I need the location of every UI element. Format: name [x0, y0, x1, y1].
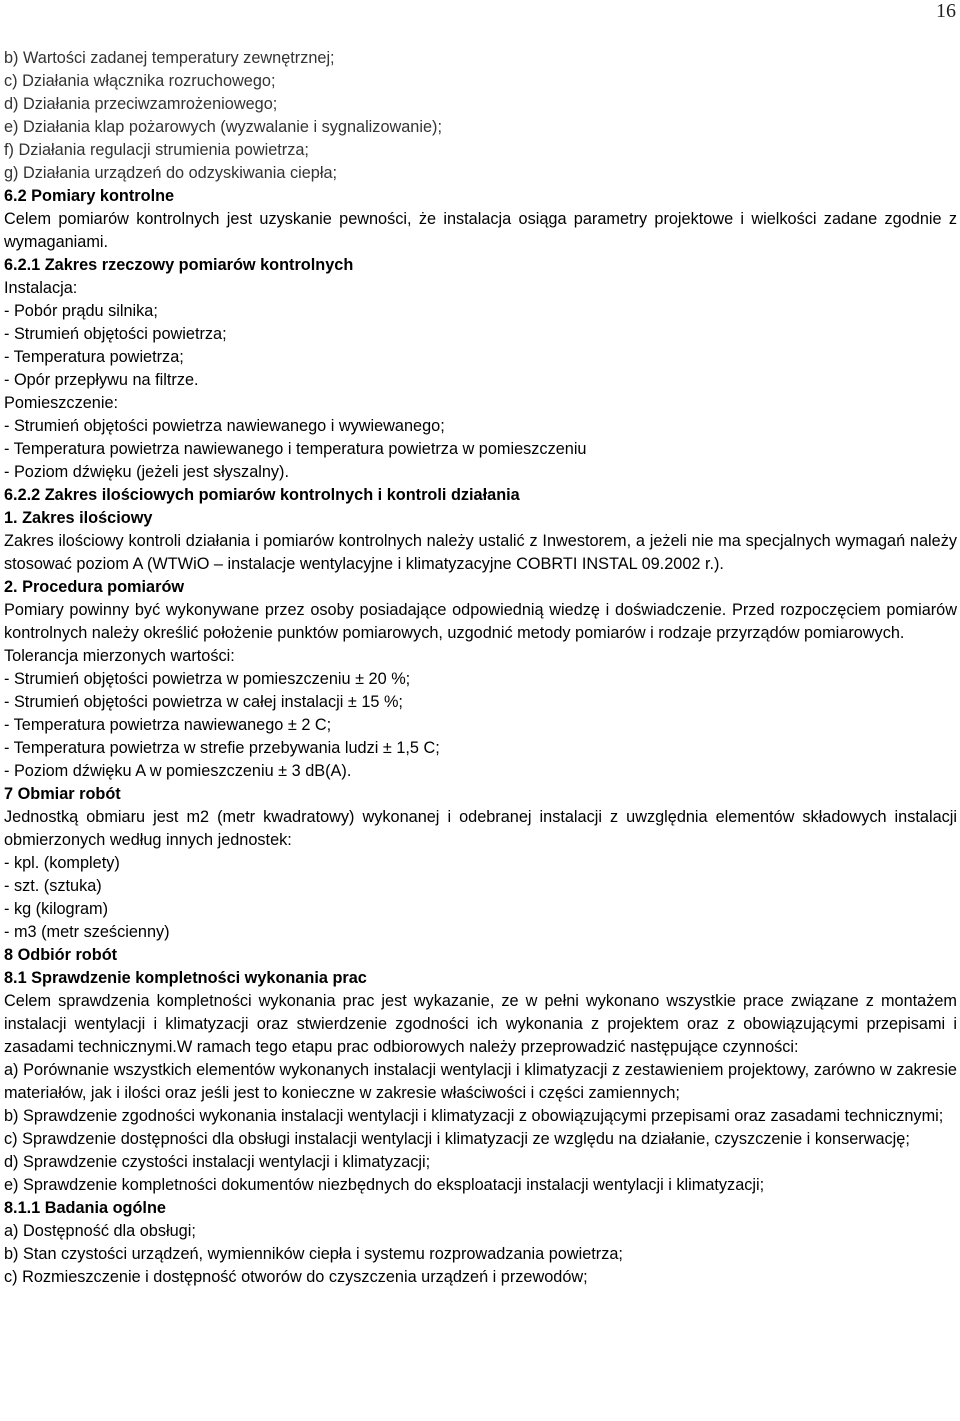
section-heading: 6.2.2 Zakres ilościowych pomiarów kontrolnych i kontroli działania — [4, 486, 520, 504]
list-item: e) Sprawdzenie kompletności dokumentów niezbędnych do eksploatacji instalacji wentylacji i klimatyzacji; — [4, 1176, 765, 1194]
list-item: - kpl. (komplety) — [4, 854, 120, 872]
section-heading: 6.2.1 Zakres rzeczowy pomiarów kontrolnych — [4, 256, 354, 274]
list-item: - kg (kilogram) — [4, 900, 109, 918]
list-item: b) Stan czystości urządzeń, wymienników ciepła i systemu rozprowadzania powietrza; — [4, 1245, 623, 1263]
list-item: - Strumień objętości powietrza; — [4, 325, 227, 343]
list-item: b) Wartości zadanej temperatury zewnętrznej; — [4, 49, 335, 67]
label: Instalacja: — [4, 279, 78, 297]
list-item: d) Działania przeciwzamrożeniowego; — [4, 95, 278, 113]
label: Tolerancja mierzonych wartości: — [4, 647, 235, 665]
list-item: c) Sprawdzenie dostępności dla obsługi instalacji wentylacji i klimatyzacji ze względu na działanie, czyszczenie i konserwację; — [4, 1130, 910, 1148]
list-item: - szt. (sztuka) — [4, 877, 102, 895]
section-heading: 7 Obmiar robót — [4, 785, 121, 803]
list-item: - Strumień objętości powietrza w pomieszczeniu ± 20 %; — [4, 670, 411, 688]
subsection-heading: 2. Procedura pomiarów — [4, 578, 185, 596]
list-item: f) Działania regulacji strumienia powietrza; — [4, 141, 309, 159]
list-item: - Temperatura powietrza; — [4, 348, 184, 366]
section-heading: 8.1.1 Badania ogólne — [4, 1199, 166, 1217]
list-item: - Strumień objętości powietrza nawiewanego i wywiewanego; — [4, 417, 445, 435]
subsection-heading: 8.1 Sprawdzenie kompletności wykonania prac — [4, 969, 367, 987]
list-item: - Poziom dźwięku (jeżeli jest słyszalny). — [4, 463, 290, 481]
list-item: - Temperatura powietrza nawiewanego ± 2 C; — [4, 716, 332, 734]
list-item: e) Działania klap pożarowych (wyzwalanie i sygnalizowanie); — [4, 118, 442, 136]
paragraph: Jednostką obmiaru jest m2 (metr kwadratowy) wykonanej i odebranej instalacji z uwzględnia elementów składowych instalacji obmierzonych według innych jednostek: — [4, 808, 957, 849]
list-item: - Strumień objętości powietrza w całej instalacji ± 15 %; — [4, 693, 403, 711]
section-heading: 8 Odbiór robót — [4, 946, 118, 964]
list-item: a) Dostępność dla obsługi; — [4, 1222, 196, 1240]
document-body — [4, 47, 957, 1289]
list-item: g) Działania urządzeń do odzyskiwania ciepła; — [4, 164, 338, 182]
list-item: b) Sprawdzenie zgodności wykonania instalacji wentylacji i klimatyzacji z obowiązującymi przepisami oraz zasadami technicznymi; — [4, 1107, 944, 1125]
paragraph: Celem pomiarów kontrolnych jest uzyskanie pewności, że instalacja osiąga parametry projektowe i wielkości zadane zgodnie z wymaganiami. — [4, 210, 957, 251]
paragraph: Pomiary powinny być wykonywane przez osoby posiadające odpowiednią wiedzę i doświadczenie. Przed rozpoczęciem pomiarów kontrolnych należy określić położenie punktów pomiarowych, uzgodnić metody pomiarów i rodzaje przyrządów pomiarowych. — [4, 601, 957, 642]
subsection-heading: 1. Zakres ilościowy — [4, 509, 153, 527]
paragraph: Celem sprawdzenia kompletności wykonania prac jest wykazanie, ze w pełni wykonano wszystkie prace związane z montażem instalacji wentylacji i klimatyzacji oraz stwierdzenie zgodności ich wykonania z projektem oraz z obowiązującymi przepisami i zasadami technicznymi.W ramach tego etapu prac odbiorowych należy przeprowadzić następujące czynności: — [4, 992, 957, 1056]
list-item: c) Działania włącznika rozruchowego; — [4, 72, 276, 90]
list-item: - Opór przepływu na filtrze. — [4, 371, 199, 389]
list-item: - Poziom dźwięku A w pomieszczeniu ± 3 dB(A). — [4, 762, 352, 780]
list-item: d) Sprawdzenie czystości instalacji wentylacji i klimatyzacji; — [4, 1153, 431, 1171]
list-item: a) Porównanie wszystkich elementów wykonanych instalacji wentylacji i klimatyzacji z zestawieniem projektowy, zarówno w zakresie materiałów, jak i ilości oraz jeśli jest to konieczne w zakresie właściwości i części zamiennych; — [4, 1061, 957, 1102]
label: Pomieszczenie: — [4, 394, 119, 412]
list-item: - Pobór prądu silnika; — [4, 302, 158, 320]
section-heading: 6.2 Pomiary kontrolne — [4, 187, 175, 205]
list-item: - m3 (metr sześcienny) — [4, 923, 170, 941]
list-item: - Temperatura powietrza nawiewanego i temperatura powietrza w pomieszczeniu — [4, 440, 587, 458]
paragraph: Zakres ilościowy kontroli działania i pomiarów kontrolnych należy ustalić z Inwestorem, a jeżeli nie ma specjalnych wymagań należy stosować poziom A (WTWiO – instalacje wentylacyjne i klimatyzacyjne COBRTI INSTAL 09.2002 r.). — [4, 532, 957, 573]
list-item: c) Rozmieszczenie i dostępność otworów do czyszczenia urządzeń i przewodów; — [4, 1268, 588, 1286]
list-item: - Temperatura powietrza w strefie przebywania ludzi ± 1,5 C; — [4, 739, 440, 757]
page-number: 16 — [936, 0, 956, 22]
